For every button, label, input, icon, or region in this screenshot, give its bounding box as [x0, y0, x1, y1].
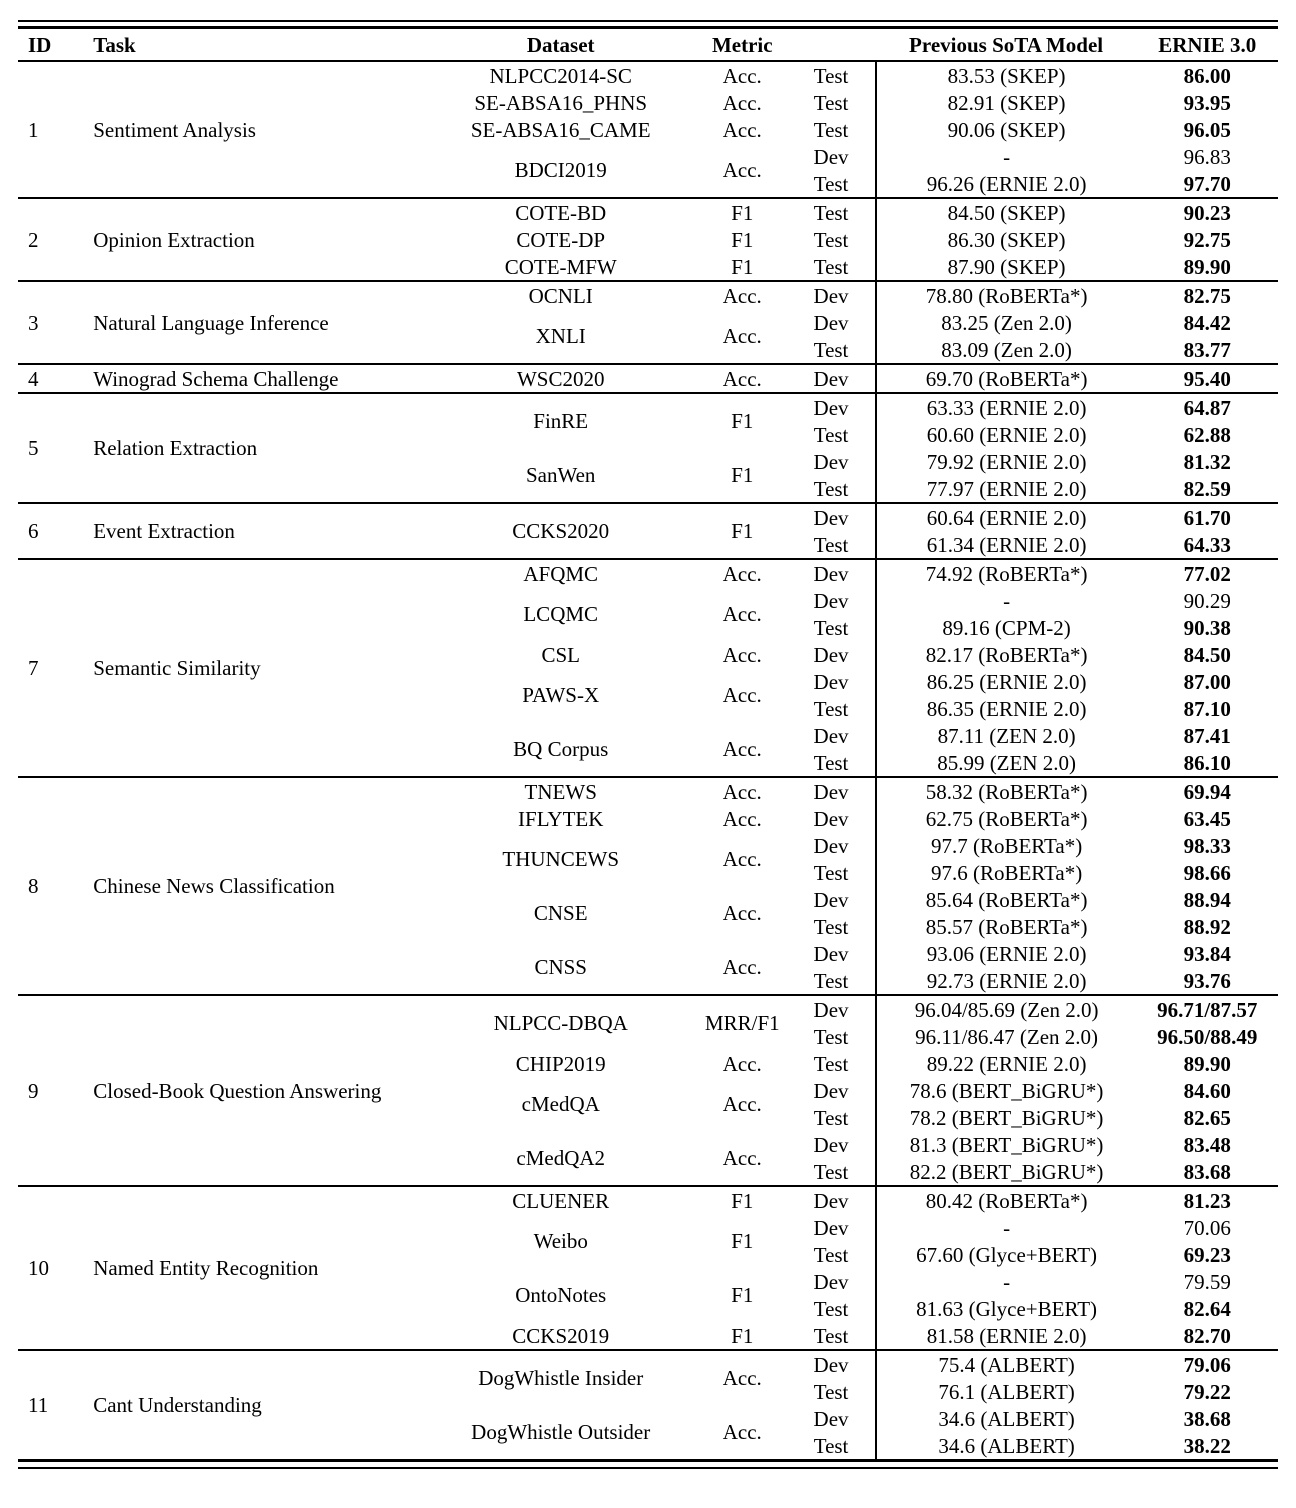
cell-dataset: WSC2020 — [516, 366, 605, 391]
cell-metric: F1 — [731, 463, 754, 487]
cell-metric: Acc. — [722, 683, 762, 707]
cell-dataset: CSL — [541, 642, 580, 667]
cell-eval-split: Test — [813, 422, 849, 447]
cell-task-id: 7 — [28, 656, 39, 680]
cell-eval-split: Test — [813, 90, 849, 115]
cell-eval-split: Dev — [813, 642, 849, 667]
cell-ernie-score: 97.70 — [1183, 171, 1231, 196]
cell-eval-split: Dev — [813, 1188, 849, 1213]
cell-eval-split: Dev — [813, 833, 849, 858]
cell-ernie-score: 96.50/88.49 — [1157, 1024, 1258, 1049]
cell-ernie-score: 82.59 — [1183, 476, 1231, 501]
cell-eval-split: Dev — [813, 449, 849, 474]
cell-dataset: COTE-BD — [515, 200, 607, 225]
cell-sota-score: 81.58 (ERNIE 2.0) — [876, 1322, 1137, 1350]
cell-task-id: 4 — [28, 366, 39, 391]
cell-ernie-score: 86.10 — [1183, 750, 1231, 775]
cell-metric: F1 — [731, 409, 754, 433]
cell-eval-split: Test — [813, 227, 849, 252]
cell-eval-split: Test — [813, 532, 849, 557]
cell-sota-score: 60.60 (ERNIE 2.0) — [876, 421, 1137, 448]
header-id: ID — [28, 32, 52, 57]
cell-task-name: Event Extraction — [93, 519, 235, 543]
cell-metric: Acc. — [722, 324, 762, 348]
table-row — [18, 777, 1278, 805]
cell-ernie-score: 93.95 — [1183, 90, 1231, 115]
cell-eval-split: Dev — [813, 887, 849, 912]
cell-dataset: CCKS2019 — [512, 1323, 610, 1348]
cell-ernie-score: 84.50 — [1183, 642, 1231, 667]
cell-metric: Acc. — [722, 602, 762, 626]
cell-sota-score: 87.90 (SKEP) — [876, 253, 1137, 281]
cell-metric: F1 — [731, 200, 754, 225]
table-row — [18, 1186, 1278, 1214]
cell-eval-split: Test — [813, 1105, 849, 1130]
cell-task-id: 9 — [28, 1078, 39, 1103]
cell-metric: Acc. — [722, 642, 762, 667]
cell-task-id: 11 — [28, 1393, 49, 1417]
cell-ernie-score: 96.05 — [1183, 117, 1231, 142]
cell-sota-score: 81.3 (BERT_BiGRU*) — [876, 1131, 1137, 1158]
cell-ernie-score: 96.83 — [1183, 144, 1231, 169]
cell-ernie-score: 82.64 — [1183, 1296, 1231, 1321]
cell-eval-split: Test — [813, 171, 849, 196]
cell-ernie-score: 79.59 — [1183, 1269, 1231, 1294]
cell-ernie-score: 90.38 — [1183, 615, 1231, 640]
cell-metric: Acc. — [722, 63, 762, 88]
cell-eval-split: Test — [813, 1242, 849, 1267]
cell-metric: MRR/F1 — [704, 1011, 780, 1035]
cell-metric: Acc. — [722, 283, 762, 308]
cell-eval-split: Test — [813, 337, 849, 362]
cell-sota-score: 80.42 (RoBERTa*) — [876, 1186, 1137, 1214]
cell-ernie-score: 79.06 — [1183, 1352, 1231, 1377]
cell-sota-score: 34.6 (ALBERT) — [876, 1432, 1137, 1461]
cell-ernie-score: 90.29 — [1183, 588, 1231, 613]
cell-sota-score: 97.6 (RoBERTa*) — [876, 859, 1137, 886]
cell-eval-split: Test — [813, 1433, 849, 1458]
cell-sota-score: 74.92 (RoBERTa*) — [876, 559, 1137, 587]
cell-task-name: Semantic Similarity — [93, 656, 261, 680]
cell-eval-split: Test — [813, 1323, 849, 1348]
cell-metric: Acc. — [722, 90, 762, 115]
table-row — [18, 1350, 1278, 1378]
cell-dataset: LCQMC — [523, 602, 599, 626]
header-type — [787, 28, 875, 62]
cell-dataset: CNSE — [533, 901, 588, 925]
cell-ernie-score: 69.94 — [1183, 779, 1231, 804]
cell-ernie-score: 95.40 — [1183, 366, 1231, 391]
cell-sota-score: 85.57 (RoBERTa*) — [876, 913, 1137, 940]
cell-eval-split: Dev — [813, 505, 849, 530]
cell-sota-score: 92.73 (ERNIE 2.0) — [876, 967, 1137, 995]
cell-sota-score: 84.50 (SKEP) — [876, 198, 1137, 226]
cell-task-id: 3 — [28, 310, 39, 335]
cell-sota-score: 63.33 (ERNIE 2.0) — [876, 393, 1137, 421]
cell-metric: Acc. — [722, 1146, 762, 1170]
header-ernie: ERNIE 3.0 — [1158, 32, 1257, 57]
cell-dataset: CLUENER — [512, 1188, 610, 1213]
cell-dataset: XNLI — [535, 324, 586, 348]
cell-sota-score: 81.63 (Glyce+BERT) — [876, 1295, 1137, 1322]
task-group — [18, 393, 1278, 503]
cell-sota-score: 34.6 (ALBERT) — [876, 1405, 1137, 1432]
cell-metric: Acc. — [722, 117, 762, 142]
cell-sota-score: 62.75 (RoBERTa*) — [876, 805, 1137, 832]
cell-dataset: COTE-DP — [516, 227, 606, 252]
cell-sota-score: 86.25 (ERNIE 2.0) — [876, 668, 1137, 695]
cell-task-name: Opinion Extraction — [93, 227, 255, 252]
cell-sota-score: 78.2 (BERT_BiGRU*) — [876, 1104, 1137, 1131]
cell-dataset: OCNLI — [528, 283, 593, 308]
task-group — [18, 61, 1278, 198]
cell-sota-score: 79.92 (ERNIE 2.0) — [876, 448, 1137, 475]
cell-dataset: THUNCEWS — [502, 847, 620, 871]
cell-sota-score: - — [876, 1214, 1137, 1241]
cell-sota-score: 83.25 (Zen 2.0) — [876, 309, 1137, 336]
header-task: Task — [93, 32, 136, 57]
cell-eval-split: Dev — [813, 806, 849, 831]
cell-eval-split: Test — [813, 1296, 849, 1321]
cell-sota-score: 89.16 (CPM-2) — [876, 614, 1137, 641]
cell-ernie-score: 96.71/87.57 — [1157, 997, 1258, 1022]
task-group — [18, 198, 1278, 281]
task-group — [18, 995, 1278, 1186]
cell-eval-split: Dev — [813, 669, 849, 694]
cell-dataset: SE-ABSA16_CAME — [470, 117, 651, 142]
cell-sota-score: 61.34 (ERNIE 2.0) — [876, 531, 1137, 559]
cell-sota-score: 76.1 (ALBERT) — [876, 1378, 1137, 1405]
cell-sota-score: 75.4 (ALBERT) — [876, 1350, 1137, 1378]
cell-ernie-score: 88.94 — [1183, 887, 1231, 912]
cell-ernie-score: 61.70 — [1183, 505, 1231, 530]
cell-eval-split: Test — [813, 200, 849, 225]
cell-eval-split: Test — [813, 914, 849, 939]
cell-ernie-score: 64.33 — [1183, 532, 1231, 557]
cell-sota-score: 97.7 (RoBERTa*) — [876, 832, 1137, 859]
cell-dataset: COTE-MFW — [504, 254, 617, 279]
cell-ernie-score: 87.10 — [1183, 696, 1231, 721]
cell-dataset: NLPCC-DBQA — [493, 1011, 628, 1035]
header-row — [18, 28, 1278, 62]
cell-eval-split: Dev — [813, 1269, 849, 1294]
cell-eval-split: Dev — [813, 561, 849, 586]
cell-task-name: Closed-Book Question Answering — [93, 1078, 382, 1103]
cell-sota-score: 58.32 (RoBERTa*) — [876, 777, 1137, 805]
cell-task-name: Cant Understanding — [93, 1393, 262, 1417]
cell-task-name: Natural Language Inference — [93, 310, 329, 335]
cell-metric: F1 — [731, 227, 754, 252]
cell-ernie-score: 83.77 — [1183, 337, 1231, 362]
cell-sota-score: 93.06 (ERNIE 2.0) — [876, 940, 1137, 967]
cell-task-id: 1 — [28, 117, 39, 142]
cell-metric: Acc. — [722, 1092, 762, 1116]
cell-ernie-score: 87.41 — [1183, 723, 1231, 748]
cell-ernie-score: 83.68 — [1183, 1159, 1231, 1184]
cell-eval-split: Test — [813, 63, 849, 88]
cell-eval-split: Test — [813, 968, 849, 993]
cell-dataset: Weibo — [533, 1229, 588, 1253]
cell-eval-split: Dev — [813, 723, 849, 748]
cell-sota-score: - — [876, 143, 1137, 170]
results-table-frame — [18, 20, 1278, 1469]
cell-eval-split: Dev — [813, 310, 849, 335]
cell-metric: Acc. — [722, 1420, 762, 1444]
cell-ernie-score: 69.23 — [1183, 1242, 1231, 1267]
task-group — [18, 364, 1278, 393]
cell-eval-split: Test — [813, 117, 849, 142]
cell-eval-split: Test — [813, 254, 849, 279]
cell-metric: Acc. — [722, 366, 762, 391]
cell-ernie-score: 82.65 — [1183, 1105, 1231, 1130]
cell-eval-split: Test — [813, 1024, 849, 1049]
cell-dataset: BQ Corpus — [513, 737, 609, 761]
cell-ernie-score: 88.92 — [1183, 914, 1231, 939]
cell-dataset: BDCI2019 — [514, 158, 607, 182]
cell-sota-score: 78.80 (RoBERTa*) — [876, 281, 1137, 309]
cell-eval-split: Test — [813, 476, 849, 501]
table-row — [18, 393, 1278, 421]
table-row — [18, 61, 1278, 89]
task-group — [18, 503, 1278, 559]
cell-dataset: cMedQA2 — [516, 1146, 606, 1170]
cell-ernie-score: 98.33 — [1183, 833, 1231, 858]
table-row — [18, 503, 1278, 531]
cell-sota-score: 85.99 (ZEN 2.0) — [876, 749, 1137, 777]
header-dataset: Dataset — [526, 32, 595, 57]
cell-ernie-score: 79.22 — [1183, 1379, 1231, 1404]
cell-sota-score: 90.06 (SKEP) — [876, 116, 1137, 143]
results-table — [18, 26, 1278, 1462]
cell-dataset: AFQMC — [523, 561, 599, 586]
cell-metric: F1 — [731, 1229, 754, 1253]
cell-ernie-score: 90.23 — [1183, 200, 1231, 225]
task-group — [18, 777, 1278, 995]
table-row — [18, 198, 1278, 226]
cell-eval-split: Dev — [813, 588, 849, 613]
cell-metric: Acc. — [722, 1051, 762, 1076]
cell-metric: F1 — [731, 1188, 754, 1213]
cell-metric: Acc. — [722, 955, 762, 979]
cell-metric: F1 — [731, 254, 754, 279]
cell-eval-split: Test — [813, 1379, 849, 1404]
cell-sota-score: - — [876, 1268, 1137, 1295]
cell-ernie-score: 63.45 — [1183, 806, 1231, 831]
cell-eval-split: Dev — [813, 366, 849, 391]
cell-metric: F1 — [731, 1283, 754, 1307]
cell-ernie-score: 83.48 — [1183, 1132, 1231, 1157]
cell-task-id: 10 — [28, 1256, 49, 1280]
cell-ernie-score: 62.88 — [1183, 422, 1231, 447]
table-row — [18, 995, 1278, 1023]
task-group — [18, 1350, 1278, 1461]
cell-metric: Acc. — [722, 847, 762, 871]
cell-ernie-score: 87.00 — [1183, 669, 1231, 694]
cell-dataset: TNEWS — [524, 779, 597, 804]
cell-task-id: 8 — [28, 874, 39, 898]
cell-dataset: CCKS2020 — [512, 519, 610, 543]
cell-eval-split: Dev — [813, 144, 849, 169]
cell-ernie-score: 64.87 — [1183, 395, 1231, 420]
cell-sota-score: 69.70 (RoBERTa*) — [876, 364, 1137, 393]
cell-ernie-score: 86.00 — [1183, 63, 1231, 88]
cell-task-name: Named Entity Recognition — [93, 1256, 319, 1280]
cell-dataset: PAWS-X — [522, 683, 600, 707]
cell-metric: Acc. — [722, 158, 762, 182]
cell-eval-split: Test — [813, 1159, 849, 1184]
cell-eval-split: Dev — [813, 997, 849, 1022]
header-metric: Metric — [711, 32, 773, 57]
cell-sota-score: 82.2 (BERT_BiGRU*) — [876, 1158, 1137, 1186]
cell-task-id: 6 — [28, 519, 39, 543]
cell-dataset: FinRE — [533, 409, 589, 433]
cell-eval-split: Test — [813, 750, 849, 775]
cell-sota-score: 82.17 (RoBERTa*) — [876, 641, 1137, 668]
cell-task-id: 5 — [28, 436, 39, 460]
cell-eval-split: Test — [813, 615, 849, 640]
cell-dataset: CNSS — [534, 955, 587, 979]
cell-ernie-score: 77.02 — [1183, 561, 1231, 586]
cell-sota-score: 60.64 (ERNIE 2.0) — [876, 503, 1137, 531]
cell-dataset: OntoNotes — [515, 1283, 607, 1307]
cell-ernie-score: 84.42 — [1183, 310, 1231, 335]
cell-eval-split: Test — [813, 860, 849, 885]
cell-ernie-score: 70.06 — [1183, 1215, 1231, 1240]
cell-metric: Acc. — [722, 779, 762, 804]
table-row — [18, 281, 1278, 309]
cell-ernie-score: 93.76 — [1183, 968, 1231, 993]
cell-metric: F1 — [731, 1323, 754, 1348]
cell-dataset: cMedQA — [521, 1092, 600, 1116]
cell-eval-split: Test — [813, 1051, 849, 1076]
cell-metric: Acc. — [722, 901, 762, 925]
cell-sota-score: 96.26 (ERNIE 2.0) — [876, 170, 1137, 198]
cell-sota-score: 83.53 (SKEP) — [876, 61, 1137, 89]
task-group — [18, 1186, 1278, 1350]
cell-sota-score: 87.11 (ZEN 2.0) — [876, 722, 1137, 749]
cell-ernie-score: 84.60 — [1183, 1078, 1231, 1103]
cell-dataset: DogWhistle Outsider — [471, 1420, 651, 1444]
cell-task-name: Winograd Schema Challenge — [93, 366, 339, 391]
cell-dataset: SanWen — [525, 463, 596, 487]
cell-sota-score: 82.91 (SKEP) — [876, 89, 1137, 116]
cell-metric: Acc. — [722, 806, 762, 831]
cell-ernie-score: 93.84 — [1183, 941, 1231, 966]
cell-task-id: 2 — [28, 227, 39, 252]
cell-ernie-score: 38.68 — [1183, 1406, 1231, 1431]
cell-dataset: IFLYTEK — [518, 806, 604, 831]
cell-ernie-score: 82.75 — [1183, 283, 1231, 308]
cell-task-name: Sentiment Analysis — [93, 117, 256, 142]
cell-sota-score: 85.64 (RoBERTa*) — [876, 886, 1137, 913]
cell-task-name: Chinese News Classification — [93, 874, 335, 898]
task-group — [18, 281, 1278, 364]
cell-ernie-score: 98.66 — [1183, 860, 1231, 885]
cell-ernie-score: 81.23 — [1183, 1188, 1231, 1213]
cell-sota-score: - — [876, 587, 1137, 614]
cell-ernie-score: 81.32 — [1183, 449, 1231, 474]
cell-ernie-score: 82.70 — [1183, 1323, 1231, 1348]
table-row — [18, 364, 1278, 393]
cell-dataset: CHIP2019 — [515, 1051, 606, 1076]
cell-sota-score: 77.97 (ERNIE 2.0) — [876, 475, 1137, 503]
cell-sota-score: 67.60 (Glyce+BERT) — [876, 1241, 1137, 1268]
cell-ernie-score: 92.75 — [1183, 227, 1231, 252]
cell-eval-split: Dev — [813, 1132, 849, 1157]
cell-sota-score: 78.6 (BERT_BiGRU*) — [876, 1077, 1137, 1104]
cell-sota-score: 86.30 (SKEP) — [876, 226, 1137, 253]
cell-eval-split: Dev — [813, 1078, 849, 1103]
cell-ernie-score: 89.90 — [1183, 254, 1231, 279]
cell-dataset: NLPCC2014-SC — [489, 63, 632, 88]
cell-dataset: SE-ABSA16_PHNS — [474, 90, 648, 115]
cell-eval-split: Dev — [813, 395, 849, 420]
cell-ernie-score: 89.90 — [1183, 1051, 1231, 1076]
task-group — [18, 559, 1278, 777]
table-header — [18, 28, 1278, 62]
cell-dataset: DogWhistle Insider — [478, 1366, 644, 1390]
cell-sota-score: 96.04/85.69 (Zen 2.0) — [876, 995, 1137, 1023]
cell-metric: Acc. — [722, 561, 762, 586]
cell-sota-score: 83.09 (Zen 2.0) — [876, 336, 1137, 364]
cell-sota-score: 86.35 (ERNIE 2.0) — [876, 695, 1137, 722]
cell-eval-split: Test — [813, 696, 849, 721]
cell-eval-split: Dev — [813, 1406, 849, 1431]
cell-eval-split: Dev — [813, 941, 849, 966]
cell-task-name: Relation Extraction — [93, 436, 258, 460]
paper-page — [0, 20, 1296, 1508]
header-sota: Previous SoTA Model — [909, 32, 1104, 57]
cell-eval-split: Dev — [813, 1215, 849, 1240]
cell-sota-score: 89.22 (ERNIE 2.0) — [876, 1050, 1137, 1077]
cell-eval-split: Dev — [813, 1352, 849, 1377]
cell-sota-score: 96.11/86.47 (Zen 2.0) — [876, 1023, 1137, 1050]
cell-metric: F1 — [731, 519, 754, 543]
cell-metric: Acc. — [722, 737, 762, 761]
cell-eval-split: Dev — [813, 283, 849, 308]
cell-ernie-score: 38.22 — [1183, 1433, 1231, 1458]
table-row — [18, 559, 1278, 587]
cell-metric: Acc. — [722, 1366, 762, 1390]
cell-eval-split: Dev — [813, 779, 849, 804]
